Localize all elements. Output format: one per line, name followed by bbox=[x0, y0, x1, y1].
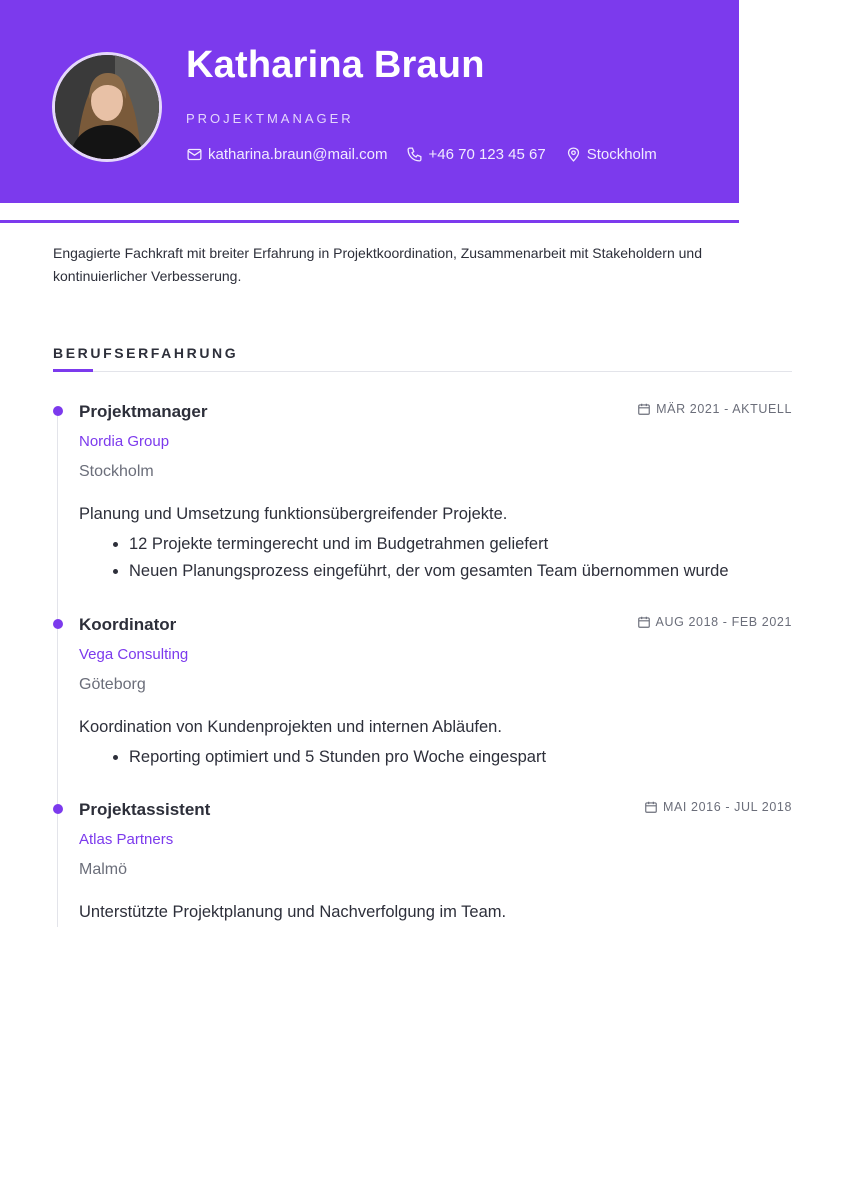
job-date-text: MÄR 2021 - AKTUELL bbox=[656, 402, 792, 416]
timeline-dot bbox=[53, 619, 63, 629]
section-accent-bar bbox=[53, 369, 93, 372]
job-achievements bbox=[103, 531, 729, 585]
achievement-item: • Reporting optimiert und 5 Stunden pro Woche eingespart bbox=[129, 744, 546, 771]
achievement-item: • 12 Projekte termingerecht und im Budgetrahmen geliefert bbox=[129, 531, 729, 558]
job-date bbox=[637, 615, 792, 629]
profile-summary: Engagierte Fachkraft mit breiter Erfahrung in Projektkoordination, Zusammenarbeit mit Stakeholdern und kontinuierlicher Verbesserung. bbox=[53, 245, 702, 284]
job-title: Koordinator bbox=[79, 615, 177, 634]
job-description: Unterstützte Projektplanung und Nachverfolgung im Team. bbox=[79, 903, 507, 921]
phone-icon bbox=[406, 146, 423, 163]
job-company: Vega Consulting bbox=[79, 646, 189, 663]
contact-email[interactable] bbox=[186, 146, 387, 163]
mail-icon bbox=[186, 146, 203, 163]
profile-photo bbox=[55, 55, 159, 159]
calendar-icon bbox=[644, 800, 658, 814]
timeline-dot bbox=[53, 804, 63, 814]
contact-row bbox=[186, 146, 676, 163]
job-date bbox=[637, 402, 792, 416]
timeline-line bbox=[57, 412, 58, 927]
job-description: Planung und Umsetzung funktionsübergreifender Projekte. bbox=[79, 505, 508, 523]
job-title: Projektassistent bbox=[79, 800, 211, 819]
email-text: katharina.braun@mail.com bbox=[208, 146, 388, 163]
contact-phone[interactable] bbox=[406, 146, 545, 163]
calendar-icon bbox=[637, 402, 651, 416]
job-date bbox=[644, 800, 792, 814]
avatar bbox=[52, 52, 162, 162]
candidate-name: Katharina Braun bbox=[186, 44, 485, 86]
job-date-text: AUG 2018 - FEB 2021 bbox=[655, 615, 792, 629]
job-description: Koordination von Kundenprojekten und internen Abläufen. bbox=[79, 718, 502, 736]
timeline-dot bbox=[53, 406, 63, 416]
job-company: Atlas Partners bbox=[79, 831, 174, 848]
section-divider bbox=[53, 371, 792, 372]
job-location: Malmö bbox=[79, 861, 128, 878]
candidate-role: PROJEKTMANAGER bbox=[186, 111, 354, 126]
job-company: Nordia Group bbox=[79, 433, 170, 450]
contact-location bbox=[565, 146, 657, 163]
job-achievements bbox=[103, 744, 546, 771]
job-date-text: MAI 2016 - JUL 2018 bbox=[662, 800, 792, 814]
job-location: Göteborg bbox=[79, 676, 146, 693]
calendar-icon bbox=[637, 615, 651, 629]
job-title: Projektmanager bbox=[79, 402, 208, 421]
section-title-experience: BERUFSERFAHRUNG bbox=[53, 345, 239, 361]
location-pin-icon bbox=[565, 146, 582, 163]
phone-text: +46 70 123 45 67 bbox=[428, 146, 546, 163]
location-text: Stockholm bbox=[586, 146, 657, 163]
job-location: Stockholm bbox=[79, 463, 154, 480]
header-divider bbox=[0, 220, 739, 223]
achievement-item: • Neuen Planungsprozess eingeführt, der vom gesamten Team übernommen wurde bbox=[129, 558, 729, 585]
header-banner bbox=[0, 0, 739, 203]
